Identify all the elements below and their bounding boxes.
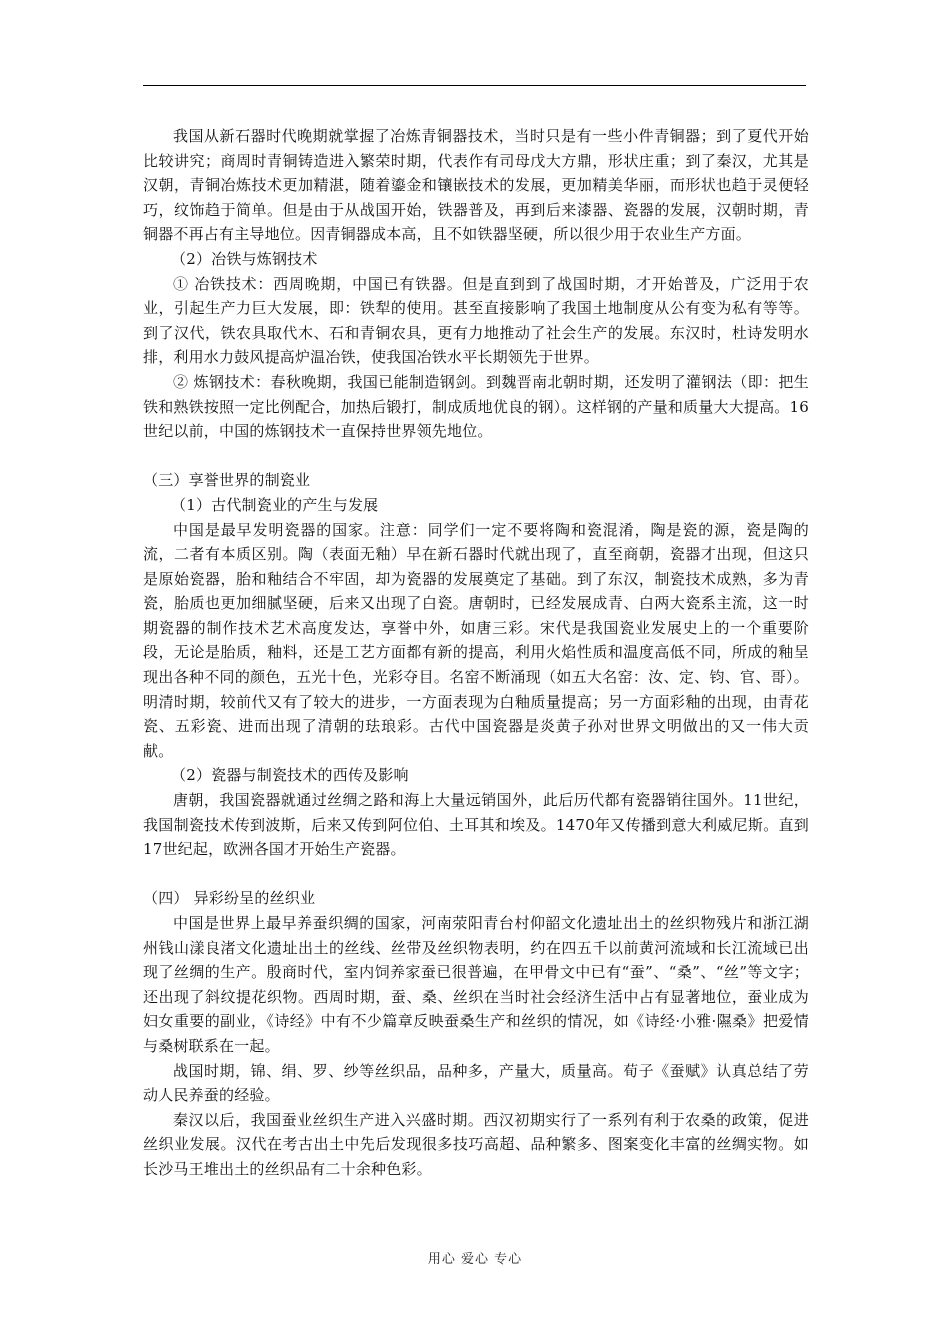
qin-han-paragraph: 秦汉以后，我国蚕业丝织生产进入兴盛时期。西汉初期实行了一系列有利于农桑的政策，促进丝织业发展。汉代在考古出土中先后发现很多技巧高超、品种繁多、图案变化丰富的丝绸实物。如长沙马王堆出土的丝织品有二十余种色彩。 xyxy=(143,1110,809,1178)
bronze-paragraph: 我国从新石器时代晚期就掌握了冶炼青铜器技术，当时只是有一些小件青铜器；到了夏代开始比较讲究；商周时青铜铸造进入繁荣时期，代表作有司母戊大方鼎，形状庄重；到了秦汉，尤其是汉朝，青铜冶炼技术更加精湛，随着鎏金和镶嵌技术的发展，更加精美华丽，而形状也趋于灵便轻巧，纹饰趋于简单。但是由于从战国开始，铁器普及，再到后来漆器、瓷器的发展，汉朝时期，青铜器不再占有主导地位。因青铜器成本高，且不如铁器坚硬，所以很少用于农业生产方面。 xyxy=(143,127,809,244)
porcelain-subheading-origin: （1）古代制瓷业的产生与发展 xyxy=(171,495,379,514)
porcelain-paragraph: 中国是最早发明瓷器的国家。注意：同学们一定不要将陶和瓷混淆，陶是瓷的源，瓷是陶的流，二者有本质区别。陶（表面无釉）早在新石器时代就出现了，直至商朝，瓷器才出现，但这只是原始瓷器，胎和釉结合不牢固，却为瓷器的发展奠定了基础。到了东汉，制瓷技术成熟，多为青瓷，胎质也更加细腻坚硬，后来又出现了白瓷。唐朝时，已经发展成青、白两大瓷系主流，这一时期瓷器的制作技术艺术高度发达，享誉中外，如唐三彩。宋代是我国瓷业发展史上的一个重要阶段，无论是胎质，釉料，还是工艺方面都有新的提高，利用火焰性质和温度高低不同，所成的釉呈现出各种不同的颜色，五光十色，光彩夺目。名窑不断涌现（如五大名窑：汝、定、钧、官、哥）。明清时期，较前代又有了较大的进步，一方面表现为白釉质量提高；另一方面彩釉的出现，由青花瓷、五彩瓷、进而出现了清朝的珐琅彩。古代中国瓷器是炎黄子孙对世界文明做出的又一伟大贡献。 xyxy=(143,520,809,760)
steel-paragraph: ② 炼钢技术：春秋晚期，我国已能制造钢剑。到魏晋南北朝时期，还发明了灌钢法（即：把生铁和熟铁按照一定比例配合，加热后锻打，制成质地优良的钢）。这样钢的产量和质量大大提高。16世纪以前，中国的炼钢技术一直保持世界领先地位。 xyxy=(143,372,809,441)
silk-paragraph: 中国是世界上最早养蚕织绸的国家，河南荥阳青台村仰韶文化遗址出土的丝织物残片和浙江湖州钱山漾良渚文化遗址出土的丝线、丝带及丝织物表明，约在四五千以前黄河流域和长江流域已出现了丝绸的生产。殷商时代，室内饲养家蚕已很普遍，在甲骨文中已有“蚕”、“桑”、“丝”等文字；还出现了斜纹提花织物。西周时期，蚕、桑、丝织在当时社会经济生活中占有显著地位，蚕业成为妇女重要的副业，《诗经》中有不少篇章反映蚕桑生产和丝织的情况，如《诗经·小雅·隰桑》把爱情与桑树联系在一起。 xyxy=(143,914,809,1055)
iron-steel-heading: （2）冶铁与炼钢技术 xyxy=(171,249,318,268)
section-heading-silk: （四） 异彩纷呈的丝织业 xyxy=(143,889,316,908)
warring-states-paragraph: 战国时期，锦、绢、罗、纱等丝织品，品种多，产量大，质量高。荀子《蚕赋》认真总结了劳动人民养蚕的经验。 xyxy=(143,1061,809,1105)
section-gap xyxy=(143,862,809,887)
spread-paragraph: 唐朝，我国瓷器就通过丝绸之路和海上大量远销国外，此后历代都有瓷器销往国外。11世纪，我国制瓷技术传到波斯，后来又传到阿位伯、土耳其和埃及。1470年又传播到意大利威尼斯。直到17世纪起，欧洲各国才开始生产瓷器。 xyxy=(143,791,809,859)
page-footer: 用心 爱心 专心 xyxy=(427,1252,523,1267)
porcelain-subheading-spread: （2）瓷器与制瓷技术的西传及影响 xyxy=(171,766,409,785)
iron-paragraph: ① 冶铁技术：西周晚期，中国已有铁器。但是直到到了战国时期，才开始普及，广泛用于农业，引起生产力巨大发展，即：铁犁的使用。甚至直接影响了我国土地制度从公有变为私有等等。到了汉代，铁农具取代木、石和青铜农具，更有力地推动了社会生产的发展。东汉时，杜诗发明水排，利用水力鼓风提高炉温冶铁，使我国冶铁水平长期领先于世界。 xyxy=(143,274,809,367)
header-rule xyxy=(143,85,806,86)
section-heading-porcelain: （三）享誉世界的制瓷业 xyxy=(143,471,311,490)
document-body xyxy=(143,124,809,1182)
section-gap xyxy=(143,444,809,469)
